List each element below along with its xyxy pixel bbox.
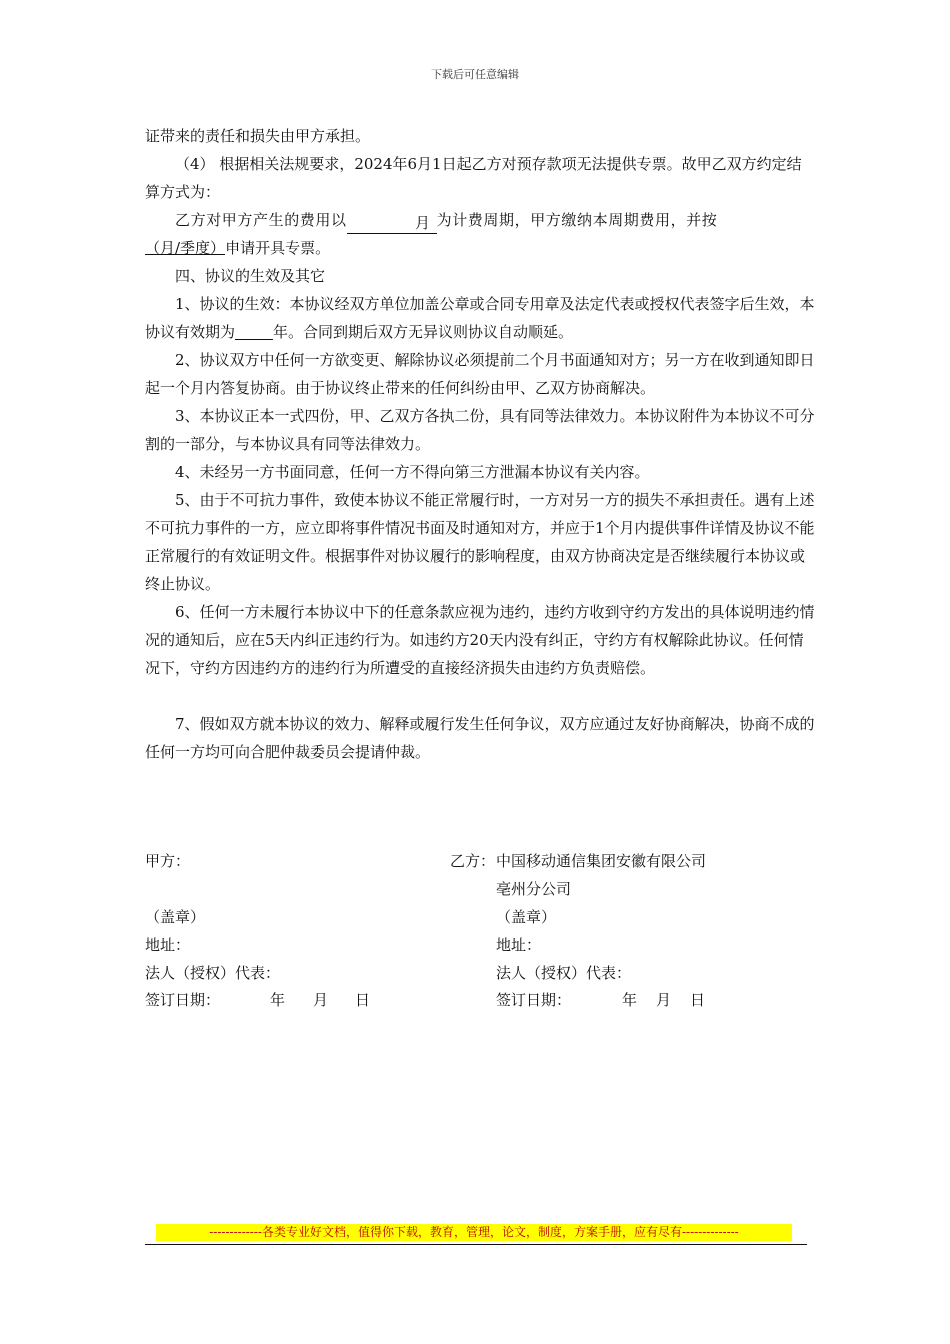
party-b-address: 地址：	[496, 936, 542, 954]
party-b-date-label: 签订日期：	[496, 991, 572, 1009]
section-title: 四、协议的生效及其它	[175, 267, 326, 285]
footer-banner: -------------各类专业好文档，值得你下载，教育，管理，论文，制度，方案手册，应有尽有--------------	[156, 1224, 792, 1241]
clause-7: 7、假如双方就本协议的效力、解释或履行发生任何争议，双方应通过友好协商解决，协商不成的任何一方均可向合肥仲裁委员会提请仲裁。	[145, 715, 815, 761]
party-b-label: 乙方：	[450, 852, 496, 870]
party-b-month: 月	[656, 991, 672, 1009]
paragraph-continuation: 证带来的责任和损失由甲方承担。	[145, 127, 371, 145]
settlement-period-option: （月/季度）	[145, 239, 226, 257]
settlement-line-2	[145, 238, 330, 258]
clause-5: 5、由于不可抗力事件，致使本协议不能正常履行时，一方对另一方的损失不承担责任。遇有上述不可抗力事件的一方，应立即将事件情况书面及时通知对方，并应于1个月内提供事件详情及协议不能正常履行的有效证明文件。根据事件对协议履行的影响程度，由双方协商决定是否继续履行本协议或终止协议。	[145, 491, 815, 593]
party-a-label: 甲方：	[145, 852, 191, 870]
clause-1-text-a: 1、协议的生效：本协议经双方单位加盖公章或合同专用章及法定代表或授权代表签字后生效，本协议有效期为	[145, 295, 815, 341]
party-b-representative: 法人（授权）代表：	[496, 964, 632, 982]
party-a-month: 月	[313, 991, 329, 1009]
clause-4: 4、未经另一方书面同意，任何一方不得向第三方泄漏本协议有关内容。	[175, 463, 650, 481]
party-a-address: 地址：	[145, 936, 191, 954]
clause-6: 6、任何一方未履行本协议中下的任意条款应视为违约，违约方收到守约方发出的具体说明违约情况的通知后，应在5天内纠正违约行为。如违约方20天内没有纠正，守约方有权解除此协议。任何情况下，守约方因违约方的违约行为所遭受的直接经济损失由违约方负责赔偿。	[145, 603, 815, 677]
billing-period-blank	[347, 213, 437, 232]
page-header: 下载后可任意编辑	[431, 68, 519, 81]
party-b-day: 日	[690, 991, 706, 1009]
party-a-day: 日	[355, 991, 371, 1009]
paragraph-item-4: （4） 根据相关法规要求，2024年6月1日起乙方对预存款项无法提供专票。故甲乙双方约定结算方式为：	[145, 155, 802, 201]
validity-years-blank	[235, 323, 273, 340]
party-b-name-line-1: 中国移动通信集团安徽有限公司	[496, 852, 707, 870]
party-a-seal: （盖章）	[145, 908, 206, 926]
party-b-year: 年	[622, 991, 638, 1009]
party-a-representative: 法人（授权）代表：	[145, 964, 281, 982]
settlement-text-d: 申请开具专票。	[225, 239, 331, 257]
settlement-text-a: 乙方对甲方产生的费用以	[175, 211, 347, 229]
party-a-year: 年	[270, 991, 286, 1009]
party-b-name-line-2: 亳州分公司	[496, 880, 572, 898]
clause-2: 2、协议双方中任何一方欲变更、解除协议必须提前二个月书面通知对方；另一方在收到通知即日起一个月内答复协商。由于协议终止带来的任何纠纷由甲、乙双方协商解决。	[145, 351, 815, 397]
billing-period-value: 月	[347, 213, 437, 234]
party-b-seal: （盖章）	[496, 908, 557, 926]
footer-divider	[145, 1244, 807, 1245]
settlement-line-1	[175, 210, 717, 230]
party-a-date-label: 签订日期：	[145, 991, 221, 1009]
settlement-text-b: 为计费周期，甲方缴纳本周期费用，并按	[436, 211, 718, 229]
clause-1	[145, 290, 815, 346]
clause-3: 3、本协议正本一式四份，甲、乙双方各执二份，具有同等法律效力。本协议附件为本协议不可分割的一部分，与本协议具有同等法律效力。	[145, 407, 815, 453]
clause-1-text-b: 年。合同到期后双方无异议则协议自动顺延。	[273, 323, 574, 341]
